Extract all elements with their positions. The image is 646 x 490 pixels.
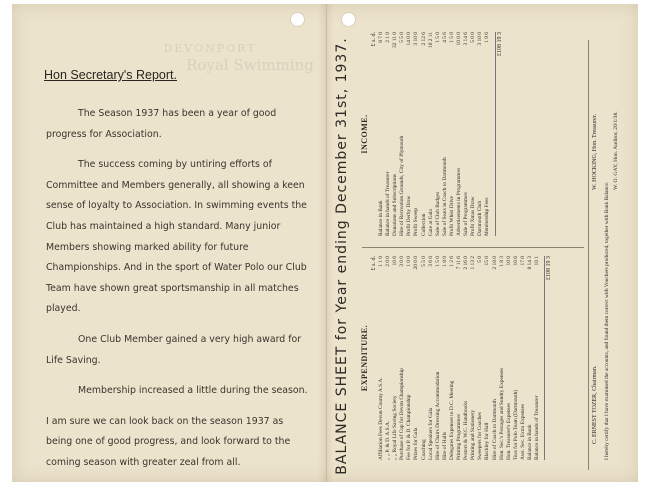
ledger-item-amount: 7 11 6 [456, 256, 463, 270]
ledger-row [399, 32, 406, 236]
ledger-item-label: Advertisements in Programmes [456, 168, 463, 236]
income-heading: INCOME. [360, 114, 369, 154]
ledger-item-amount: 3 10 0 [413, 32, 420, 46]
ledger-row [506, 256, 513, 460]
auditor-signature: W. O. GAY, Hon. Auditor, 20/1/38. [613, 111, 619, 190]
ledger-item-amount: 5 5 0 [420, 256, 427, 267]
ledger-row [428, 256, 435, 460]
show-through-line-1: DEVONPORT [163, 42, 257, 55]
ledger-item-label: Profit Derby Draw [406, 195, 413, 236]
ledger-item-label: Gate at Gala [427, 209, 434, 236]
ledger-row [449, 32, 456, 236]
ledger-item-label: Dartmouth Club [477, 200, 484, 236]
ledger-row [435, 256, 442, 460]
ledger-row [513, 256, 520, 460]
show-through-line-2: Royal Swimming [186, 56, 314, 74]
ledger-row [385, 32, 392, 236]
income-total: £108 19 3 [495, 32, 503, 236]
ledger-row [406, 256, 413, 460]
ledger-item-amount: 3 6 0 [427, 256, 434, 267]
ledger-item-label: Balance in hands of Treasurer [385, 171, 392, 236]
ledger-item-amount: 4 5 6 [441, 32, 448, 43]
ledger-row [406, 32, 413, 236]
report-paragraph: Membership increased a little during the season. [78, 385, 308, 397]
ledger-item-amount: 1 0 0 [406, 256, 413, 267]
ledger-item-amount: 8 14 3 [526, 256, 533, 270]
ledger-item-label: Coaching [420, 439, 427, 460]
ledger-item-label: Prizes for Gala [413, 427, 420, 460]
ledger-row [463, 256, 470, 460]
ledger-item-amount: 3 0 0 [399, 256, 406, 267]
expenditure-rows [378, 256, 541, 460]
ledger-row [413, 32, 420, 236]
ledger-row [477, 32, 484, 236]
ledger-item-amount: 14 0 0 [406, 32, 413, 46]
ledger-item-label: Hire of Chairs Dressing Accommodation [434, 371, 441, 460]
chairman-signature: C. ERNEST TOZER, Chairman. [592, 365, 598, 444]
balance-sheet-title: BALANCE SHEET for Year ending December 31st, 1937. [334, 37, 350, 475]
ledger-row [534, 256, 541, 460]
currency-units: £ s. d. [371, 32, 377, 47]
ledger-item-label: Hire of Coach to Dartmouth [491, 399, 498, 460]
ledger-row [413, 256, 420, 460]
currency-units: £ s. d. [371, 256, 377, 271]
ledger-item-amount: 10 0 [505, 256, 512, 266]
ledger-item-amount: 5 0 [477, 256, 484, 263]
ledger-item-label: Profit Xmas Draw [470, 196, 477, 236]
ledger-item-label: Delegates Expenses to D.C. Meeting [448, 380, 455, 460]
ledger-item-amount: 8 7 0 [378, 32, 384, 43]
ledger-item-label: Profit Sweep [413, 208, 420, 236]
ledger-row [520, 256, 527, 460]
ledger-item-amount: 1 2 6 [448, 256, 455, 267]
ledger-row [392, 32, 399, 236]
ledger-row [399, 256, 406, 460]
ledger-row [442, 32, 449, 236]
ledger-item-label: Sale of Seats in Coach to Dartmouth [441, 157, 448, 236]
ledger-item-amount: 1 5 0 [448, 32, 455, 43]
ledger-row [392, 256, 399, 460]
ledger-item-amount: 1 13 2 [470, 256, 477, 270]
ledger-item-amount: 1 8 0 [441, 256, 448, 267]
signature-divider [588, 40, 589, 470]
ledger-row [470, 256, 477, 460]
ledger-row [428, 32, 435, 236]
ledger-item-label: Asst. Sec. Extra Expenses [519, 403, 526, 460]
treasurer-signature: W. HOCKING, Hon. Treasurer. [592, 114, 598, 190]
ledger-item-label: Fee for P. & D. Championship [406, 394, 413, 460]
ledger-item-amount: 1 1 0 [378, 256, 384, 267]
ledger-item-label: Hon. Treasurer's Expenses [505, 402, 512, 460]
ledger-item-amount: 2 0 0 [385, 256, 392, 267]
expenditure-column [360, 256, 552, 460]
ledger-item-label: Teas for Polo Team (Dartmouth) [512, 389, 519, 460]
audit-statement: I hereby certify that I have examined the accounts, and found them correct with Vouchers produced, together with Bank Balance. [604, 181, 610, 460]
ledger-row [385, 256, 392, 460]
ledger-item-label: Balance in Bank [378, 200, 384, 236]
ledger-item-amount: 5 5 0 [399, 32, 406, 43]
ledger-row [435, 32, 442, 236]
ledger-item-label: „ „ Royal Life Saving Society [392, 395, 399, 460]
ledger-item-amount: 10 6 [512, 256, 519, 266]
ledger-item-amount: 15 0 [484, 256, 491, 266]
ledger-item-label: Balance in Bank [526, 424, 533, 460]
ledger-item-label: Local Speakers for Gala [427, 407, 434, 460]
ledger-item-amount: 5 0 0 [470, 32, 477, 43]
ledger-item-amount: 2 16 0 [463, 256, 470, 270]
ledger-item-label: Membership Fees [484, 197, 491, 236]
ledger-item-label: Affiliation Fees Devon County A.S.A. [378, 377, 384, 460]
ledger-row [421, 256, 428, 460]
ledger-item-label: Purchase of Cup for Devon Championship [399, 368, 406, 460]
expenditure-heading: EXPENDITURE. [360, 324, 369, 392]
ledger-row [499, 256, 506, 460]
ledger-item-amount: 3 14 6 [463, 32, 470, 46]
ledger-item-label: Hon. Sec.'s Postages and Sundry Expenses [498, 367, 505, 460]
ledger-row [456, 256, 463, 460]
ledger-item-amount: 10 2 11 [427, 32, 434, 48]
expenditure-total: £108 19 3 [544, 256, 552, 460]
ledger-row [456, 32, 463, 236]
ledger-item-label: Profit Whist Drive [448, 195, 455, 236]
ledger-row [492, 256, 499, 460]
report-paragraph: I am sure we can look back on the season 1937 as being one of good progress, and look forward to the coming season with greater zeal from all. [46, 415, 291, 468]
ledger-item-label: Sweepers for Coaches [477, 412, 484, 460]
ledger-item-amount: 2 12 6 [420, 32, 427, 46]
ledger-row [449, 256, 456, 460]
income-rows [378, 32, 492, 236]
report-paragraph: The Season 1937 has been a year of good progress for Association. [46, 108, 277, 140]
ledger-row [470, 32, 477, 236]
ledger-item-amount: 2 18 0 [491, 256, 498, 270]
report-body [46, 104, 308, 484]
ledger-item-amount: 1 8 3 [498, 256, 505, 267]
ledger-item-amount: 32 11 0 [392, 32, 399, 48]
report-paragraph: The success coming by untiring efforts of Committee and Members generally, all showing a keen sense of loyalty to Association. In swimming events the Club has maintained a high standard. Many junior Members showing marked ability for future Championships. And in the sport of Water Polo our Club Team have shown great sportsmanship in all matches played. [46, 159, 307, 315]
ledger-row [527, 256, 534, 460]
ledger-item-label: Collection [420, 213, 427, 236]
ledger-item-amount: 10 0 0 [456, 32, 463, 46]
ledger-item-label: Sale of Club Badges [434, 191, 441, 236]
ledger-item-label: Printing and Stationery [470, 409, 477, 460]
ledger-item-amount: 17 0 [519, 256, 526, 266]
ledger-row [463, 32, 470, 236]
ledger-row [484, 256, 491, 460]
punch-hole-left [290, 12, 305, 27]
ledger-item-label: Blackley for Hall [484, 422, 491, 460]
ledger-item-label: Hire of Recreation Grounds, City of Plymouth [399, 135, 406, 236]
ledger-row [477, 256, 484, 460]
ledger-item-label: Balance in hands of Treasurer [534, 395, 541, 460]
ledger-item-amount: 10 1 [534, 256, 541, 266]
ledger-item-label: „ „ P. & D. A.S.A. [385, 420, 392, 460]
ledger-item-amount: 1 9 6 [484, 32, 491, 43]
ledger-row [378, 32, 385, 236]
ledger-item-label: Printing Programmes [456, 414, 463, 460]
ledger-item-amount: 3 10 0 [477, 32, 484, 46]
report-title: Hon Secretary's Report. [44, 68, 177, 82]
ledger-item-label: Posters & W.C. Handbooks [463, 400, 470, 460]
ledger-row [378, 256, 385, 460]
balance-sheet [322, 22, 622, 490]
ledger-item-amount: 10 6 [392, 256, 399, 266]
ledger-item-amount: 1 5 0 [434, 32, 441, 43]
ledger-item-amount: 1 5 0 [434, 256, 441, 267]
ledger-item-label: Hire of Halls [441, 431, 448, 460]
income-column [360, 32, 503, 236]
ledger-row [484, 32, 491, 236]
report-paragraph: One Club Member gained a very high award for Life Saving. [46, 333, 302, 366]
ledger-row [442, 256, 449, 460]
ledger-item-amount: 20 0 0 [413, 256, 420, 270]
ledger-item-label: Sale of Programmes [463, 192, 470, 236]
ledger-row [421, 32, 428, 236]
ledger-item-amount: 2 1 0 [385, 32, 392, 43]
column-divider [362, 248, 584, 249]
ledger-item-label: Donations and Subscriptions [392, 174, 399, 236]
